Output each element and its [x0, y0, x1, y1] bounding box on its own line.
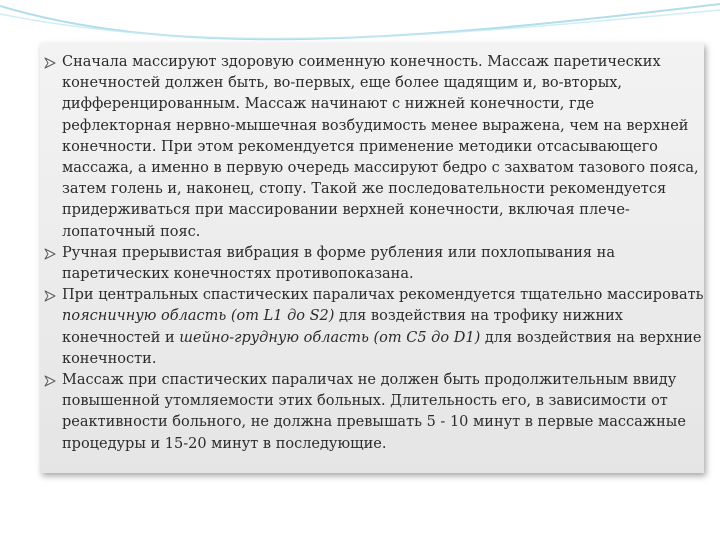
bullet-item [40, 52, 704, 243]
bullet-text: Сначала массируют здоровую соименную конечность. Массаж паретических конечностей должен быть, во-первых, еще более щадящим и, во-вторых, дифференцированным. Массаж начинают с нижней конечности, где рефлекторная нервно-мышечная возбудимость менее выражена, чем на верхней конечности. При этом рекомендуется применение методики отсасывающего массажа, а именно в первую очередь массируют бедро с захватом тазового пояса, затем голень и, наконец, стопу. Такой же последовательности рекомендуется придерживаться при массировании верхней конечности, включая плече-лопаточный пояс. [62, 54, 699, 240]
bullet-text: Ручная прерывистая вибрация в форме рубления или похлопывания на паретических конечностях противопоказана. [62, 244, 615, 283]
cervicothoracic-region-term: шейно-грудную область (от С5 до D1) [179, 329, 481, 346]
content-panel [40, 43, 704, 473]
bullet-item [40, 370, 704, 455]
bullet-text-part: При центральных спастических параличах рекомендуется тщательно массировать [62, 287, 704, 304]
bullet-list [40, 52, 704, 455]
arrow-bullet-icon [44, 57, 56, 69]
bullet-text-part: для воздействия на верхние конечности. [62, 329, 702, 367]
arrow-bullet-icon [44, 375, 56, 387]
lumbar-region-term: поясничную область (от L1 до S2) [62, 308, 335, 325]
arrow-bullet-icon [44, 248, 56, 260]
bullet-text: Массаж при спастических параличах не должен быть продолжительным ввиду повышенной утомляемости этих больных. Длительность его, в зависимости от реактивности больного, не должна превышать 5 - 10 минут в первые массажные процедуры и 15-20 минут в последующие. [62, 372, 686, 452]
bullet-item [40, 243, 704, 285]
bullet-item [40, 285, 704, 370]
arrow-bullet-icon [44, 290, 56, 302]
bullet-text-part: для воздействия на трофику нижних конечностей и [62, 308, 623, 346]
